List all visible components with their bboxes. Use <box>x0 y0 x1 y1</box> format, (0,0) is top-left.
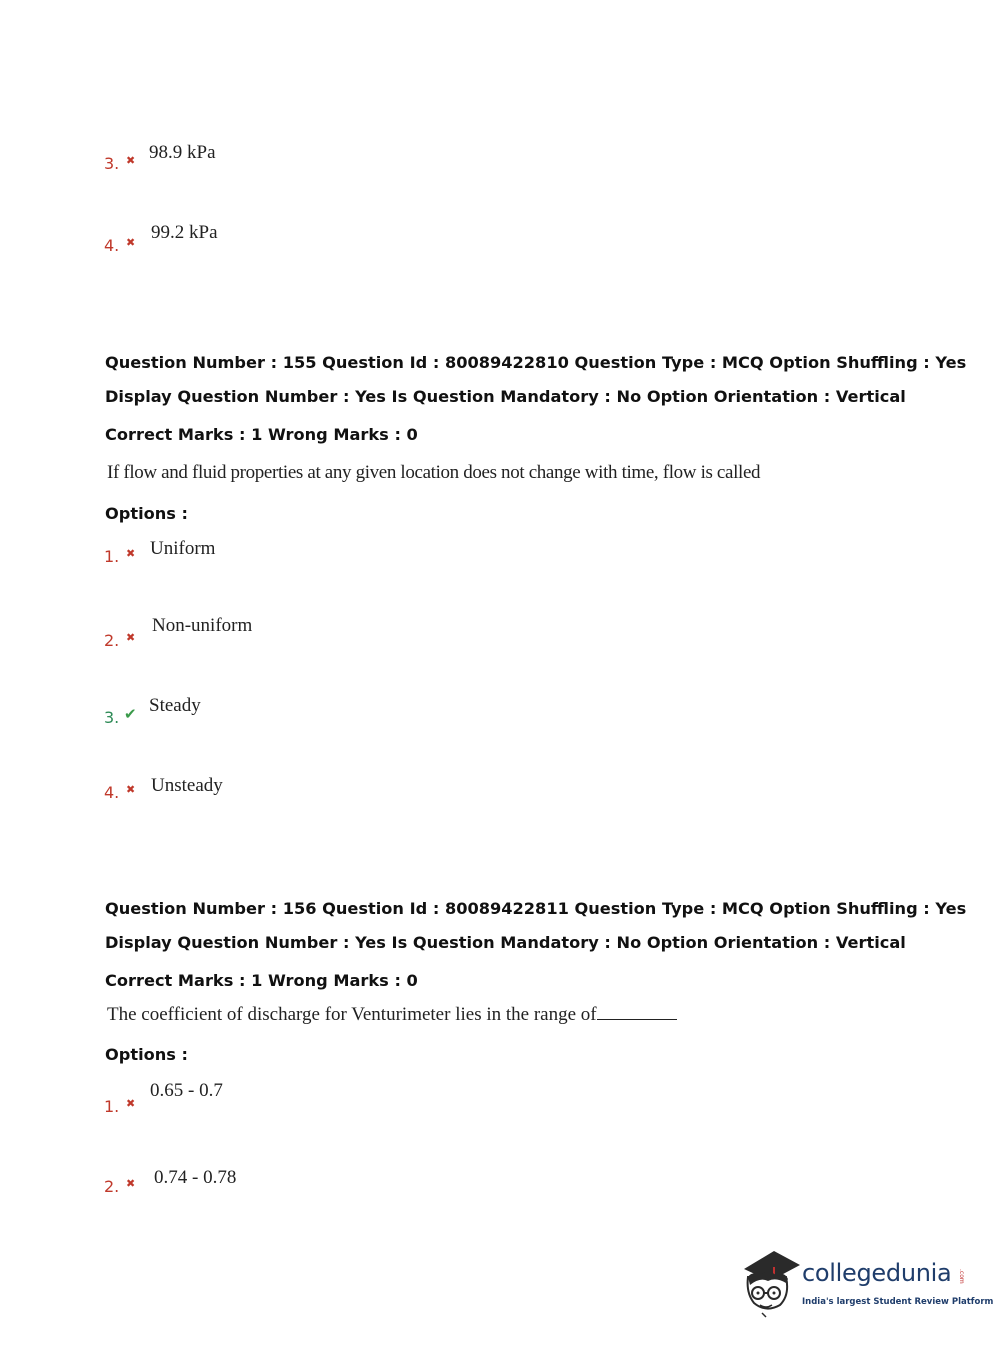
wrong-mark-icon: ✖ <box>126 631 136 644</box>
option-text: 0.74 - 0.78 <box>154 1167 237 1188</box>
question-meta-line2: Display Question Number : Yes Is Question Mandatory : No Option Orientation : Vertical <box>105 387 906 406</box>
option-number: 4. <box>104 236 120 255</box>
wrong-mark-icon: ✖ <box>126 154 136 167</box>
options-label: Options : <box>105 504 189 523</box>
collegedunia-logo <box>740 1247 994 1322</box>
question-meta-line1: Question Number : 156 Question Id : 80089422811 Question Type : MCQ Option Shuffling : Yes <box>105 899 967 918</box>
option-number: 3. <box>104 708 120 727</box>
question-text: If flow and fluid properties at any given location does not change with time, flow is called <box>107 462 761 483</box>
wrong-mark-icon: ✖ <box>126 236 136 249</box>
option-text: 99.2 kPa <box>151 222 218 243</box>
option-number: 2. <box>104 1177 120 1196</box>
option-number: 1. <box>104 547 120 566</box>
option-text: Uniform <box>150 538 216 559</box>
option-number: 3. <box>104 154 120 173</box>
option-number: 1. <box>104 1097 120 1116</box>
wrong-mark-icon: ✖ <box>126 547 136 560</box>
check-mark-icon: ✔ <box>124 705 137 723</box>
option-number: 4. <box>104 783 120 802</box>
option-text: 98.9 kPa <box>149 142 216 163</box>
wrong-mark-icon: ✖ <box>126 1177 136 1190</box>
question-meta-line2: Display Question Number : Yes Is Question Mandatory : No Option Orientation : Vertical <box>105 933 906 952</box>
wrong-mark-icon: ✖ <box>126 1097 136 1110</box>
option-text: Steady <box>149 695 201 716</box>
option-text: 0.65 - 0.7 <box>150 1080 223 1101</box>
question-text-content: The coefficient of discharge for Venturimeter lies in the range of <box>107 1004 597 1025</box>
logo-domain: .com <box>958 1269 965 1284</box>
logo-wordmark: collegedunia <box>802 1259 952 1287</box>
wrong-mark-icon: ✖ <box>126 783 136 796</box>
question-marks: Correct Marks : 1 Wrong Marks : 0 <box>105 971 418 990</box>
option-text: Unsteady <box>151 775 223 796</box>
options-label: Options : <box>105 1045 189 1064</box>
option-text: Non-uniform <box>152 615 253 636</box>
logo-tagline: India's largest Student Review Platform <box>802 1297 994 1307</box>
question-text <box>107 1004 677 1026</box>
question-marks: Correct Marks : 1 Wrong Marks : 0 <box>105 425 418 444</box>
answer-blank <box>597 1018 677 1020</box>
option-number: 2. <box>104 631 120 650</box>
question-meta-line1: Question Number : 155 Question Id : 80089422810 Question Type : MCQ Option Shuffling : Yes <box>105 353 967 372</box>
mascot-icon <box>740 1247 802 1319</box>
